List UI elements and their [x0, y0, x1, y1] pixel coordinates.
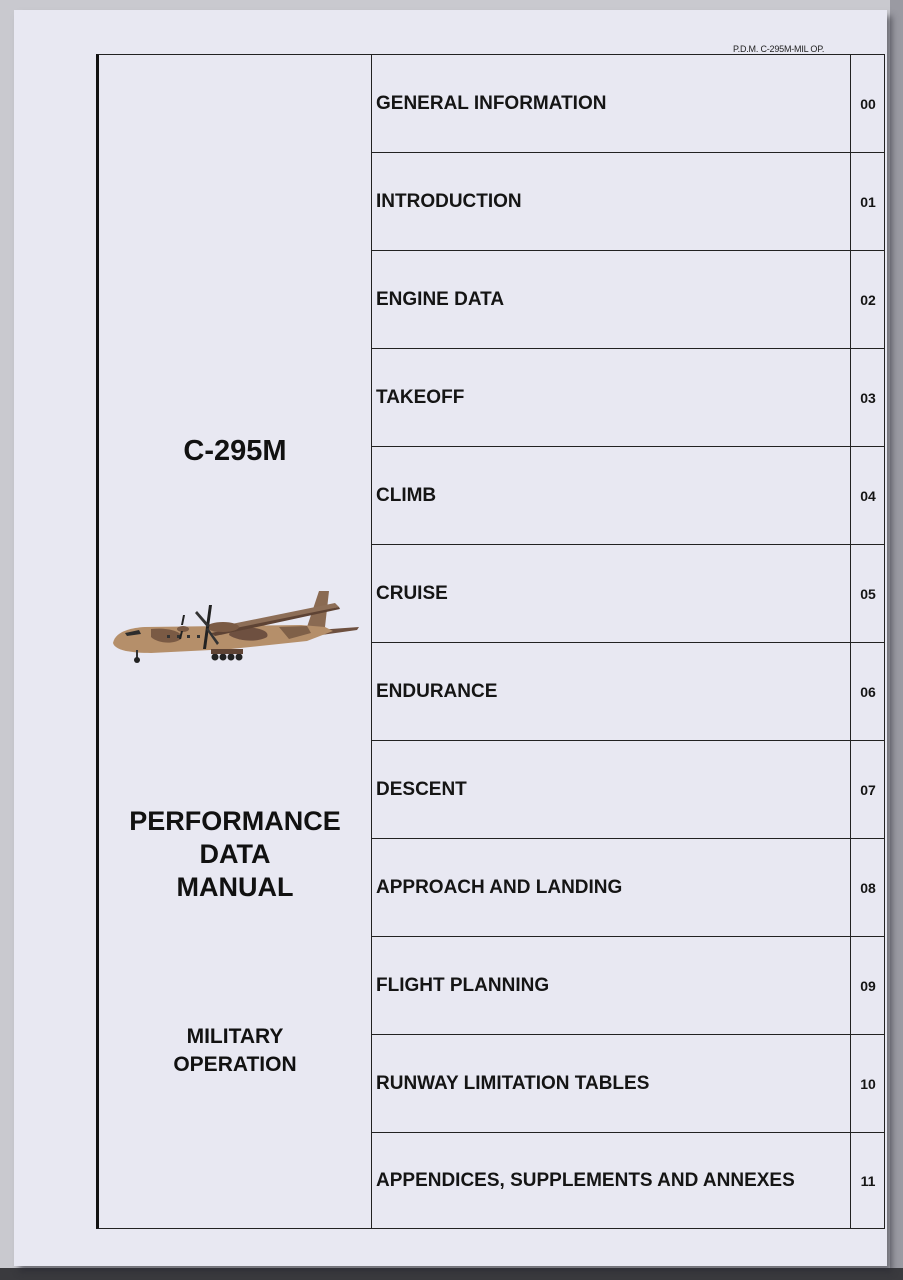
- toc-number: 10: [850, 1035, 885, 1132]
- toc-number: 06: [850, 643, 885, 740]
- scan-edge-bottom: [0, 1268, 903, 1280]
- subtitle-line-2: OPERATION: [173, 1053, 297, 1076]
- toc-number: 03: [850, 349, 885, 446]
- toc-label: CLIMB: [376, 484, 437, 506]
- toc-label: APPROACH AND LANDING: [376, 876, 623, 898]
- manual-title: [99, 805, 371, 904]
- toc-number: 08: [850, 839, 885, 936]
- aircraft-icon: [111, 583, 363, 669]
- manual-subtitle: [99, 1023, 371, 1079]
- toc-label: ENGINE DATA: [376, 288, 505, 310]
- manual-page: [14, 10, 887, 1266]
- title-line-3: MANUAL: [176, 872, 294, 902]
- toc-label: TAKEOFF: [376, 386, 465, 408]
- toc-number: 09: [850, 937, 885, 1034]
- aircraft-model: C-295M: [183, 435, 287, 467]
- toc-label: ENDURANCE: [376, 680, 498, 702]
- toc-row-runway-limitation-tables[interactable]: [372, 1035, 884, 1133]
- document-reference: P.D.M. C-295M-MIL OP.: [733, 44, 825, 54]
- toc-label: INTRODUCTION: [376, 190, 522, 212]
- toc-row-appendices[interactable]: [372, 1133, 884, 1228]
- title-line-2: DATA: [199, 839, 271, 869]
- toc-row-descent[interactable]: [372, 741, 884, 839]
- toc-label: FLIGHT PLANNING: [376, 974, 550, 996]
- cover-left-column: [99, 55, 372, 1228]
- toc-row-general-information[interactable]: [372, 55, 884, 153]
- toc-number: 02: [850, 251, 885, 348]
- toc-label: RUNWAY LIMITATION TABLES: [376, 1072, 650, 1094]
- toc-row-approach-and-landing[interactable]: [372, 839, 884, 937]
- toc-row-endurance[interactable]: [372, 643, 884, 741]
- table-of-contents: [372, 55, 884, 1228]
- toc-row-cruise[interactable]: [372, 545, 884, 643]
- toc-row-introduction[interactable]: [372, 153, 884, 251]
- toc-row-flight-planning[interactable]: [372, 937, 884, 1035]
- cover-frame: [96, 54, 885, 1229]
- toc-number: 04: [850, 447, 885, 544]
- toc-number: 01: [850, 153, 885, 250]
- toc-label: APPENDICES, SUPPLEMENTS AND ANNEXES: [376, 1169, 795, 1191]
- toc-row-engine-data[interactable]: [372, 251, 884, 349]
- toc-label: CRUISE: [376, 582, 448, 604]
- title-line-1: PERFORMANCE: [129, 806, 341, 836]
- toc-row-takeoff[interactable]: [372, 349, 884, 447]
- toc-label: GENERAL INFORMATION: [376, 92, 607, 114]
- scan-edge-right: [890, 0, 903, 1280]
- toc-label: DESCENT: [376, 778, 467, 800]
- toc-number: 07: [850, 741, 885, 838]
- subtitle-line-1: MILITARY: [186, 1025, 284, 1048]
- toc-number: 05: [850, 545, 885, 642]
- toc-number: 11: [850, 1133, 885, 1228]
- toc-row-climb[interactable]: [372, 447, 884, 545]
- toc-number: 00: [850, 55, 885, 152]
